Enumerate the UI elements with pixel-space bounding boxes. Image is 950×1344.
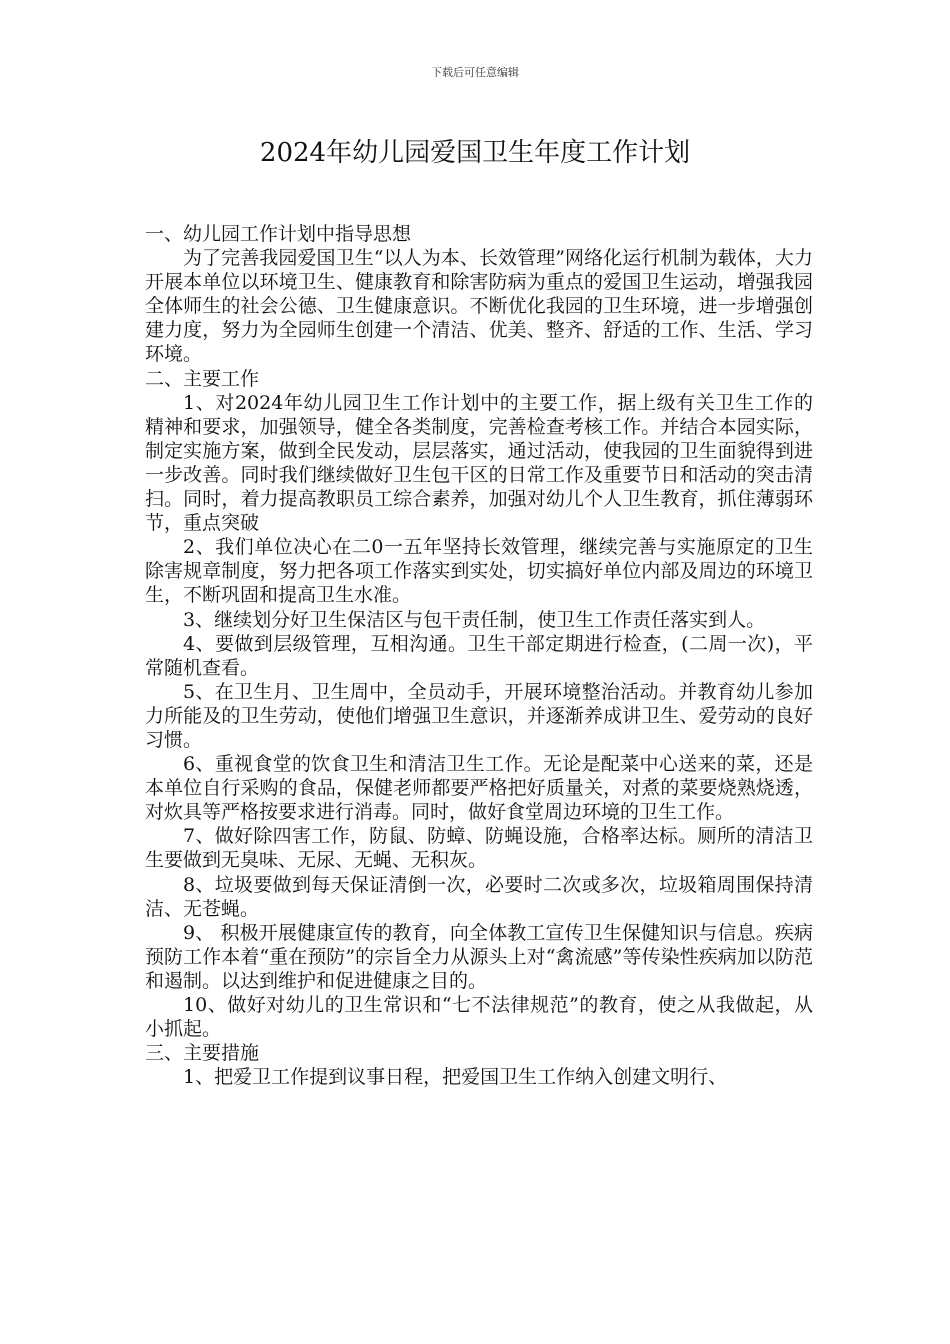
work-item-10: 10、做好对幼儿的卫生常识和“七不法律规范”的教育，使之从我做起，从小抓起。 bbox=[145, 994, 813, 1041]
paragraph-guiding-ideology: 为了完善我园爱国卫生“以人为本、长效管理”网络化运行机制为载体，大力开展本单位以环境卫生、健康教育和除害防病为重点的爱国卫生运动，增强我园全体师生的社会公德、卫生健康意识。不断优化我园的卫生环境，进一步增强创建力度，努力为全园师生创建一个清洁、优美、整齐、舒适的工作、生活、学习环境。 bbox=[145, 247, 813, 366]
work-item-8: 8、垃圾要做到每天保证清倒一次，必要时二次或多次，垃圾箱周围保持清洁、无苍蝇。 bbox=[145, 873, 813, 920]
work-item-3: 3、继续划分好卫生保洁区与包干责任制，使卫生工作责任落实到人。 bbox=[183, 608, 766, 631]
document-body bbox=[145, 222, 813, 1089]
work-item-5: 5、在卫生月、卫生周中，全员动手，开展环境整治活动。并教育幼儿参加力所能及的卫生劳动，使他们增强卫生意识，并逐渐养成讲卫生、爱劳动的良好习惯。 bbox=[145, 680, 813, 751]
work-item-1: 1、对2024年幼儿园卫生工作计划中的主要工作，据上级有关卫生工作的精神和要求，加强领导，健全各类制度，完善检查考核工作。并结合本园实际，制定实施方案，做到全民发动，层层落实，通过活动，使我园的卫生面貌得到进一步改善。同时我们继续做好卫生包干区的日常工作及重要节日和活动的突击清扫。同时，着力提高教职员工综合素养，加强对幼儿个人卫生教育，抓住薄弱环节，重点突破 bbox=[145, 391, 813, 535]
header-note: 下载后可任意编辑 bbox=[431, 66, 519, 79]
work-item-2: 2、我们单位决心在二0一五年坚持长效管理，继续完善与实施原定的卫生除害规章制度，努力把各项工作落实到实处，切实搞好单位内部及周边的环境卫生，不断巩固和提高卫生水准。 bbox=[145, 536, 813, 607]
document-title: 2024年幼儿园爱国卫生年度工作计划 bbox=[259, 138, 691, 168]
work-item-4: 4、要做到层级管理，互相沟通。卫生干部定期进行检查，(二周一次)，平常随机查看。 bbox=[145, 632, 813, 679]
section-heading-guiding-ideology: 一、幼儿园工作计划中指导思想 bbox=[145, 223, 412, 245]
work-item-7: 7、做好除四害工作，防鼠、防蟑、防蝇设施，合格率达标。厕所的清洁卫生要做到无臭味、无尿、无蝇、无积灰。 bbox=[145, 825, 813, 872]
measure-item-1: 1、把爱卫工作提到议事日程，把爱国卫生工作纳入创建文明行、 bbox=[183, 1066, 728, 1089]
work-item-6: 6、重视食堂的饮食卫生和清洁卫生工作。无论是配菜中心送来的菜，还是本单位自行采购的食品，保健老师都要严格把好质量关，对煮的菜要烧熟烧透，对炊具等严格按要求进行消毒。同时，做好食堂周边环境的卫生工作。 bbox=[145, 753, 813, 824]
work-item-9: 9、 积极开展健康宣传的教育，向全体教工宣传卫生保健知识与信息。疾病预防工作本着“重在预防”的宗旨全力从源头上对“禽流感”等传染性疾病加以防范和遏制。以达到维护和促进健康之目的。 bbox=[145, 921, 813, 992]
section-heading-main-measures: 三、主要措施 bbox=[145, 1042, 260, 1065]
section-heading-main-work: 二、主要工作 bbox=[145, 367, 260, 390]
